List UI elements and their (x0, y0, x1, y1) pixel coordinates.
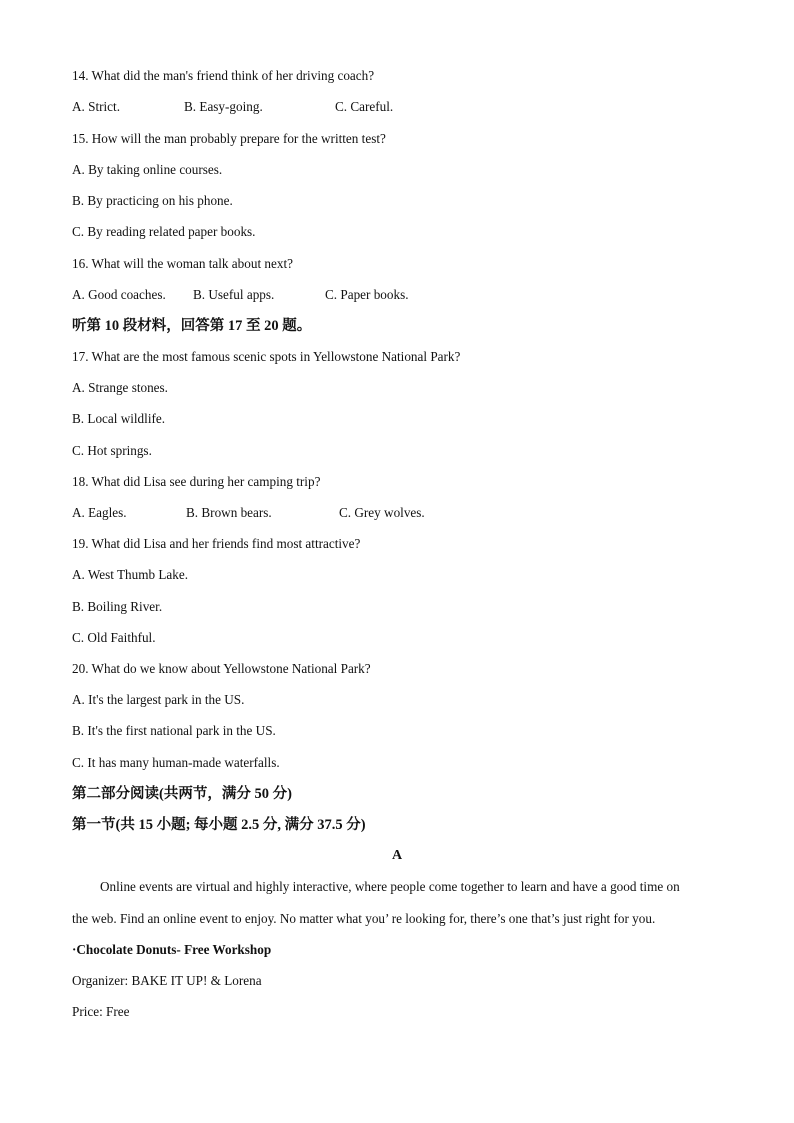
q20-stem: 20. What do we know about Yellowstone National Park? (72, 661, 371, 676)
event1-title: ·Chocolate Donuts- Free Workshop (72, 942, 272, 957)
passage-letter: A (391, 848, 403, 863)
q18-option-a: A. Eagles. (72, 505, 127, 520)
q18-stem: 18. What did Lisa see during her camping trip? (72, 474, 321, 489)
q20-option-c: C. It has many human-made waterfalls. (72, 755, 280, 770)
q14-stem: 14. What did the man's friend think of her driving coach? (72, 68, 375, 83)
q17-stem: 17. What are the most famous scenic spots in Yellowstone National Park? (72, 349, 461, 364)
section10-instruction: 听第 10 段材料，回答第 17 至 20 题。 (72, 318, 312, 334)
event1-organizer: Organizer: BAKE IT UP! & Lorena (72, 973, 262, 988)
intro-line-2: the web. Find an online event to enjoy. No matter what you’ re looking for, there’s one that’s just right for you. (72, 911, 656, 926)
q17-option-c: C. Hot springs. (72, 443, 152, 458)
q14-option-b: B. Easy-going. (184, 99, 263, 114)
q14-option-a: A. Strict. (72, 99, 120, 114)
q18-options (72, 505, 425, 521)
q15-stem: 15. How will the man probably prepare for the written test? (72, 131, 386, 146)
q14-option-c: C. Careful. (335, 99, 394, 114)
q20-option-b: B. It's the first national park in the US. (72, 723, 276, 738)
part2-title: 第二部分阅读(共两节，满分 50 分) (72, 786, 292, 802)
q14-options (72, 99, 393, 115)
q16-stem: 16. What will the woman talk about next? (72, 256, 293, 271)
q16-option-b: B. Useful apps. (193, 287, 275, 302)
q18-option-c: C. Grey wolves. (339, 505, 425, 520)
q16-option-c: C. Paper books. (325, 287, 409, 302)
q19-option-c: C. Old Faithful. (72, 630, 156, 645)
q15-option-c: C. By reading related paper books. (72, 224, 256, 239)
q19-option-a: A. West Thumb Lake. (72, 567, 189, 582)
q19-stem: 19. What did Lisa and her friends find most attractive? (72, 536, 361, 551)
event1-price: Price: Free (72, 1004, 130, 1019)
q16-option-a: A. Good coaches. (72, 287, 166, 302)
section1-title: 第一节(共 15 小题; 每小题 2.5 分, 满分 37.5 分) (72, 817, 366, 833)
q19-option-b: B. Boiling River. (72, 599, 163, 614)
q15-option-a: A. By taking online courses. (72, 162, 223, 177)
q17-option-a: A. Strange stones. (72, 380, 168, 395)
intro-line-1: Online events are virtual and highly interactive, where people come together to learn and have a good time on (100, 879, 680, 894)
q17-option-b: B. Local wildlife. (72, 411, 166, 426)
q20-option-a: A. It's the largest park in the US. (72, 692, 245, 707)
q18-option-b: B. Brown bears. (186, 505, 272, 520)
q15-option-b: B. By practicing on his phone. (72, 193, 233, 208)
q16-options (72, 287, 409, 303)
